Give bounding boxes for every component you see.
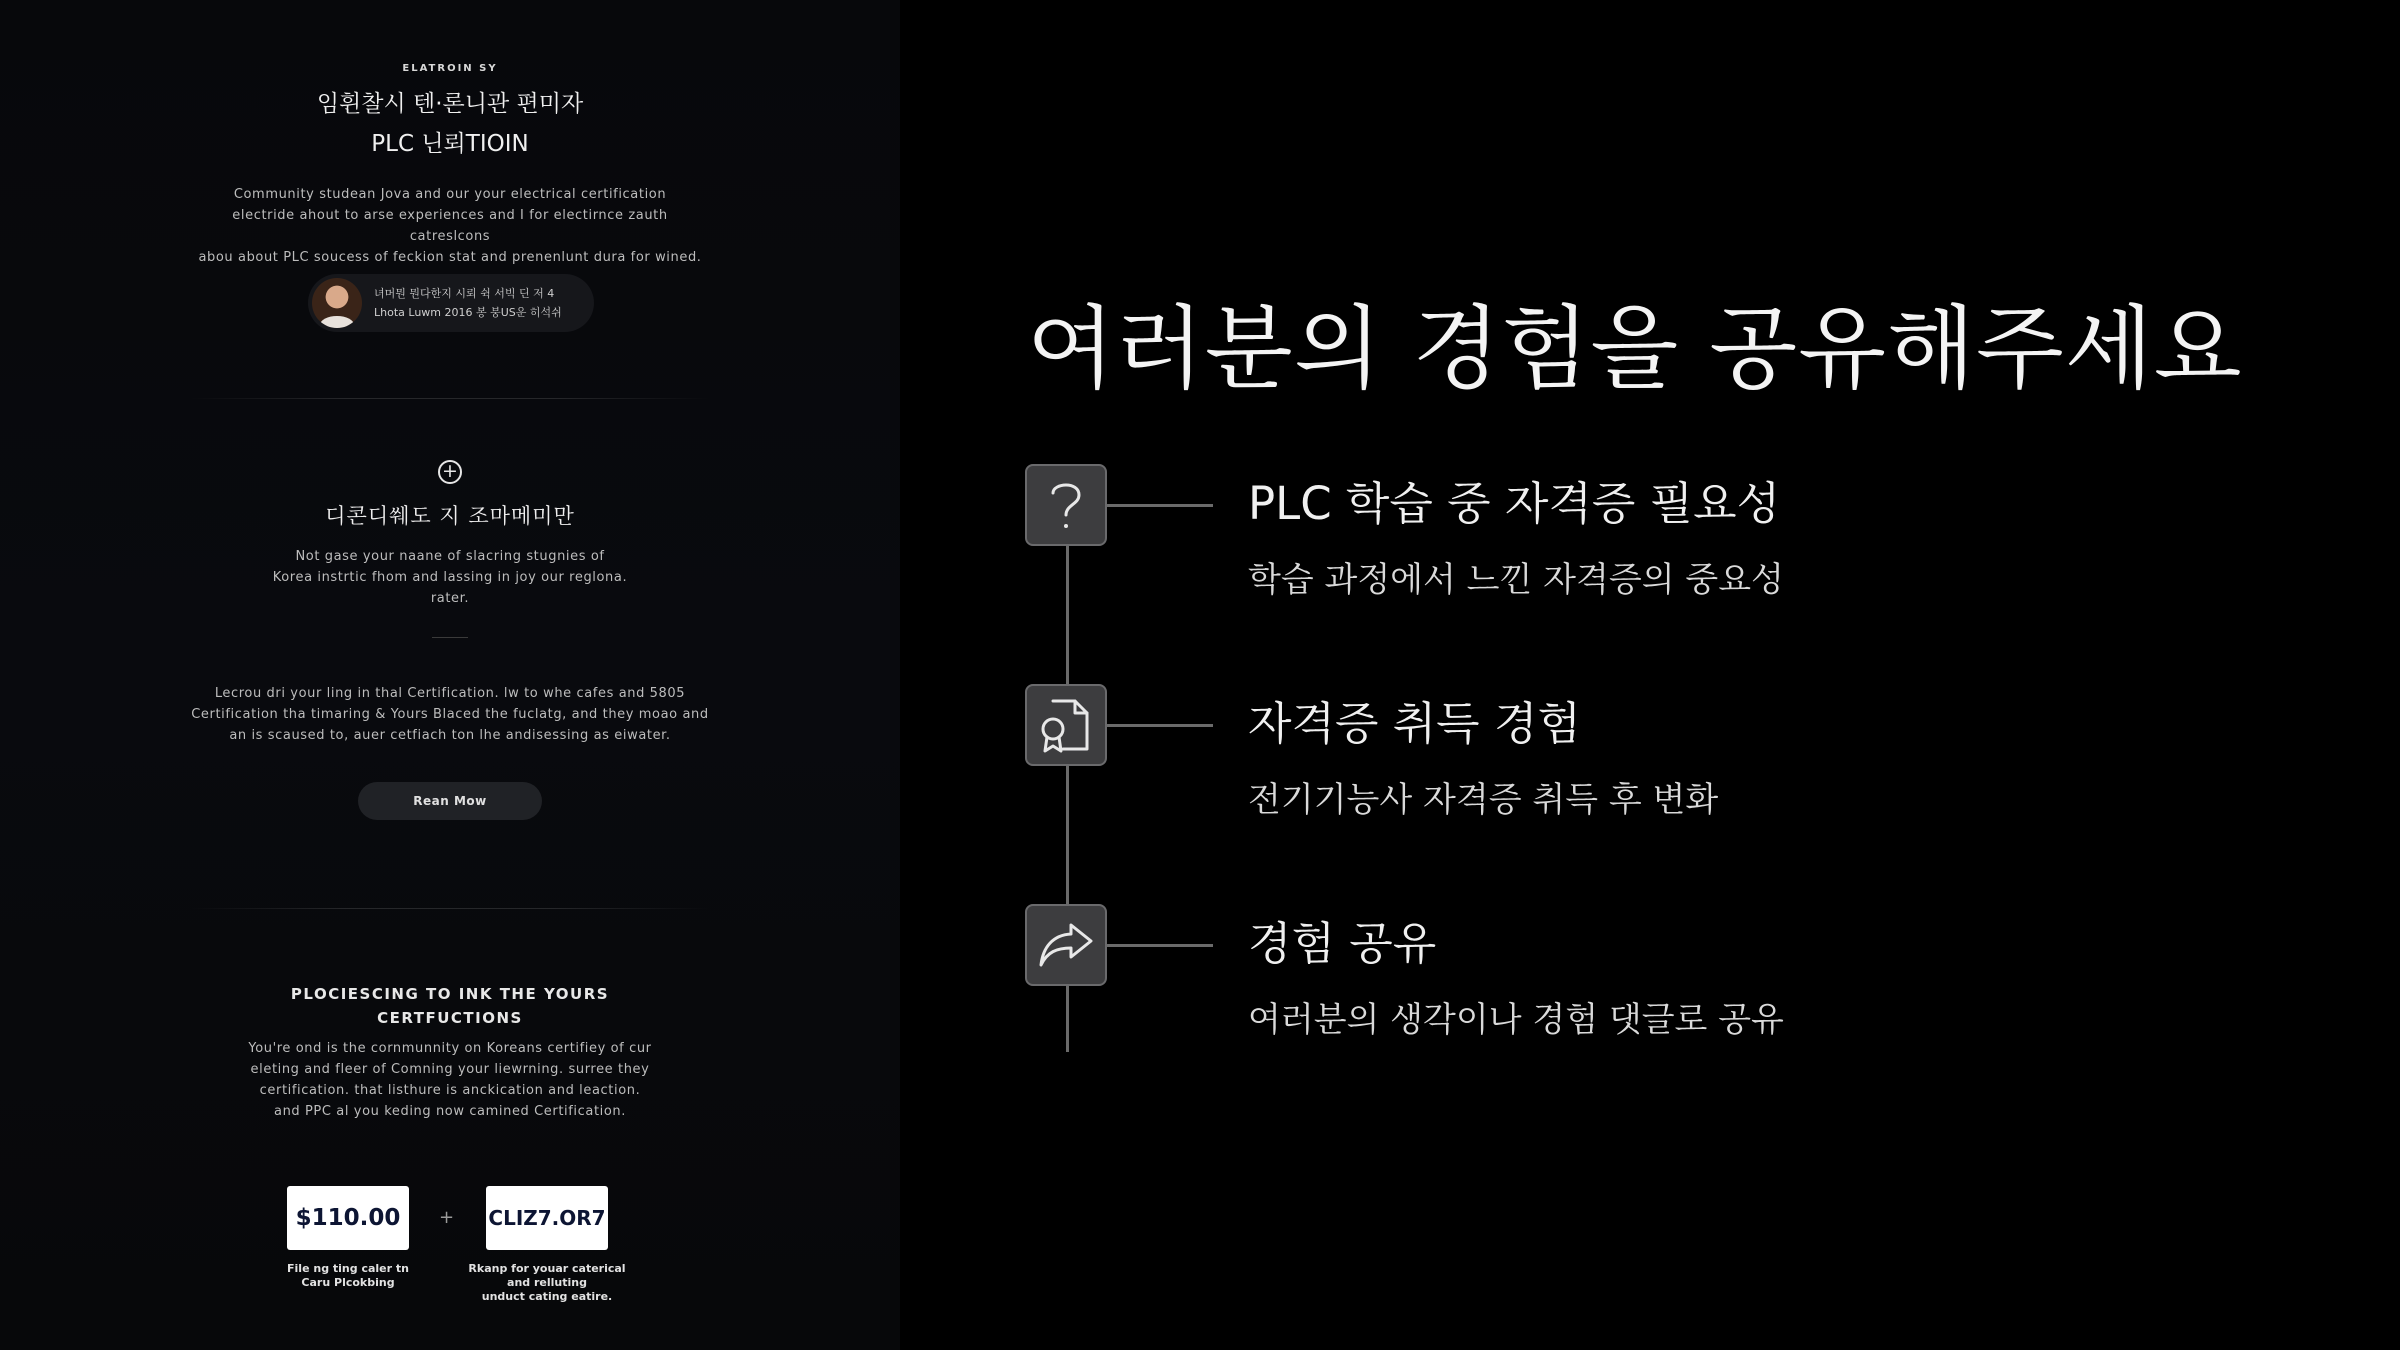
certificate-document-icon [1025, 684, 1107, 766]
profile-line: 녀머뭔 뭔다한지 시뢰 쉭 서빅 딘 저 4 [374, 287, 555, 300]
processing-heading [190, 982, 710, 1030]
processing-description [190, 1038, 710, 1122]
hero-description-line: abou about PLC soucess of feckion stat and prenenlunt dura for wined. [198, 250, 702, 265]
hero-eyebrow: ELATROIN SY [402, 63, 498, 74]
plus-circle-icon: + [438, 460, 462, 484]
timeline-item-title: PLC 학습 중 자격증 필요성 [1248, 477, 1781, 530]
feature-paragraph [190, 683, 710, 746]
processing-description-line: eleting and fleer of Comning your liewrning. surree they [250, 1062, 650, 1077]
timeline-item-subtitle: 학습 과정에서 느낀 자격증의 중요성 [1248, 560, 1784, 600]
processing-description-line: and PPC al you keding now camined Certification. [274, 1104, 626, 1119]
processing-heading-line: PLOCIESCING TO INK THE YOURS [290, 985, 610, 1003]
testimonial-profile-pill[interactable] [308, 274, 594, 332]
share-arrow-icon [1025, 904, 1107, 986]
caption-line: Rkanp for youar caterical [468, 1262, 626, 1275]
timeline-item-subtitle: 여러분의 생각이나 경험 댓글로 공유 [1248, 1000, 1784, 1040]
feature-description [190, 546, 710, 609]
timeline-connector [1107, 944, 1213, 947]
read-now-button[interactable]: Rean Mow [358, 782, 542, 820]
processing-heading-line: CERTFUCTIONS [377, 1009, 523, 1027]
feature-description-line: Not gase your naane of slacring stugnies of [295, 549, 605, 564]
mini-divider [432, 637, 468, 638]
plus-sign: + [439, 1207, 455, 1228]
website-preview-panel [0, 0, 900, 1350]
section-divider [190, 398, 710, 399]
timeline-connector [1107, 724, 1213, 727]
avatar [312, 278, 362, 328]
brand-card[interactable]: CLIZ7.OR7 [486, 1186, 608, 1250]
feature-description-line: rater. [430, 591, 470, 606]
processing-description-line: certification. that listhure is anckication and leaction. [259, 1083, 641, 1098]
processing-description-line: You're ond is the cornmunnity on Koreans certifiey of cur [248, 1041, 652, 1056]
timeline-item-title: 경험 공유 [1248, 917, 1437, 970]
feature-heading: 디콘디쒜도 지 조마메미만 [325, 504, 575, 528]
feature-description-line: Korea instrtic fhom and lassing in joy our reglona. [272, 570, 628, 585]
hero-description-line: Community studean Jova and our your electrical certification [233, 187, 667, 202]
caption-line: and relluting [507, 1276, 587, 1289]
feature-paragraph-line: Lecrou dri your ling in thal Certification. lw to whe cafes and 5805 [214, 686, 686, 701]
hero-title-line1: 임휜찰시 텐·론니관 편미자 [316, 91, 584, 117]
timeline-connector [1107, 504, 1213, 507]
price-card[interactable]: $110.00 [287, 1186, 409, 1250]
caption-line: Caru Plcokbing [301, 1276, 395, 1289]
timeline-item-title: 자격증 취득 경험 [1248, 697, 1581, 750]
section-divider [190, 908, 710, 909]
hero-title-line2: PLC 닌뢰TIOIN [371, 131, 529, 157]
feature-paragraph-line: an is scaused to, auer cetfiach ton lhe andisessing as eiwater. [229, 728, 671, 743]
card-caption-left [263, 1262, 433, 1290]
hero-description-line: electride ahout to arse experiences and I for electirnce zauth catreslcons [232, 208, 668, 244]
profile-line: Lhota Luwm 2016 봉 붕US운 히석쉬 [374, 306, 562, 319]
question-icon [1025, 464, 1107, 546]
feature-paragraph-line: Certification tha timaring & Yours Blaced the fuclatg, and they moao and [191, 707, 709, 722]
slide-title: 여러분의 경험을 공유해주세요 [1027, 297, 2243, 402]
hero-description [190, 184, 710, 268]
card-caption-right [462, 1262, 632, 1304]
caption-line: unduct cating eatire. [481, 1290, 613, 1303]
caption-line: File ng ting caler tn [287, 1262, 409, 1275]
timeline-item-subtitle: 전기기능사 자격증 취득 후 변화 [1248, 780, 1719, 820]
profile-text [374, 284, 562, 322]
